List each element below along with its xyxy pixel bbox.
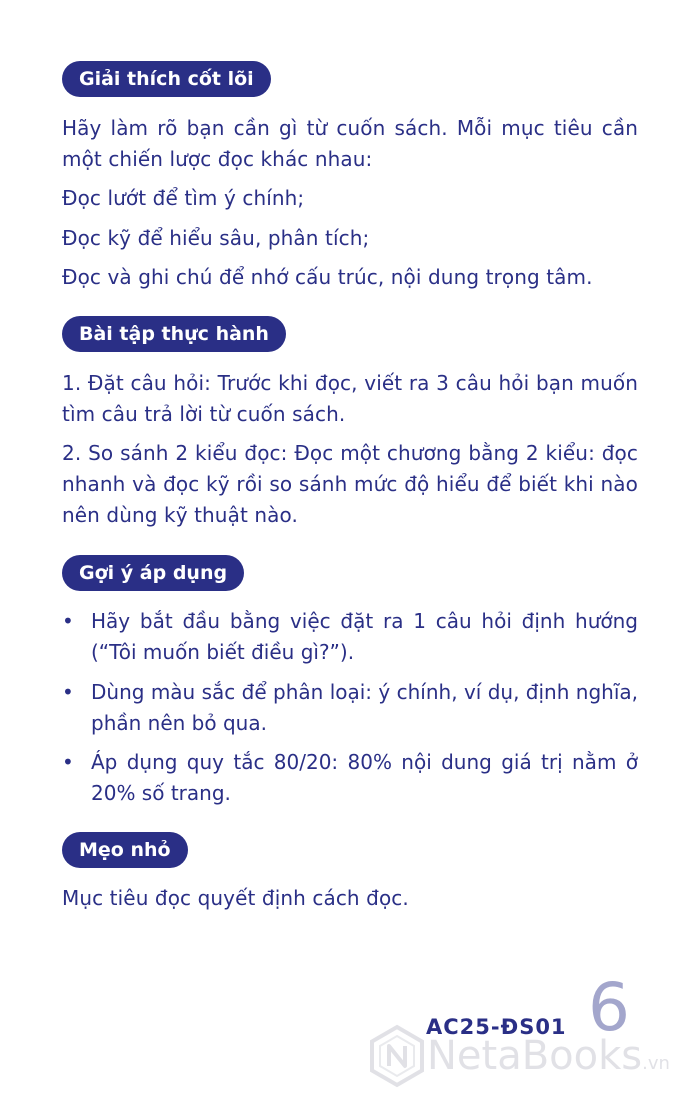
tip-text: Mục tiêu đọc quyết định cách đọc. xyxy=(62,886,409,910)
core-paragraph-deep: Đọc kỹ để hiểu sâu, phân tích; xyxy=(62,226,370,250)
core-paragraph-skim: Đọc lướt để tìm ý chính; xyxy=(62,186,305,210)
core-paragraph-intro: Hãy làm rõ bạn cần gì từ cuốn sách. Mỗi mục tiêu cần một chiến lược đọc khác nhau: xyxy=(62,116,638,171)
apply-bullet-item xyxy=(62,677,638,739)
practice-item-questions: 1. Đặt câu hỏi: Trước khi đọc, viết ra 3 câu hỏi bạn muốn tìm câu trả lời từ cuốn sách. xyxy=(62,371,638,426)
apply-item-text: Dùng màu sắc để phân loại: ý chính, ví dụ, định nghĩa, phần nên bỏ qua. xyxy=(91,680,638,735)
watermark-brand: NetaBooks xyxy=(427,1033,643,1079)
core-paragraph-notes: Đọc và ghi chú để nhớ cấu trúc, nội dung trọng tâm. xyxy=(62,265,593,289)
bullet-icon: • xyxy=(62,680,74,704)
practice-item-compare: 2. So sánh 2 kiểu đọc: Đọc một chương bằng 2 kiểu: đọc nhanh và đọc kỹ rồi so sánh mức độ hiểu để biết khi nào nên dùng kỹ thuật nào. xyxy=(62,441,638,527)
section-header-practice: Bài tập thực hành xyxy=(62,316,286,352)
section-header-tip: Mẹo nhỏ xyxy=(62,832,188,868)
page-number: 6 xyxy=(588,969,630,1046)
bullet-icon: • xyxy=(62,750,74,774)
bullet-icon: • xyxy=(62,609,74,633)
document-code: AC25-ĐS01 xyxy=(426,1015,567,1039)
section-header-apply: Gợi ý áp dụng xyxy=(62,555,244,591)
section-header-core-explanation: Giải thích cốt lõi xyxy=(62,61,271,97)
apply-bullet-item xyxy=(62,606,638,668)
apply-item-text: Áp dụng quy tắc 80/20: 80% nội dung giá trị nằm ở 20% số trang. xyxy=(91,750,638,805)
apply-item-text: Hãy bắt đầu bằng việc đặt ra 1 câu hỏi định hướng (“Tôi muốn biết điều gì?”). xyxy=(91,609,638,664)
watermark-text xyxy=(427,1032,670,1088)
netabooks-logo-icon xyxy=(365,1024,429,1088)
watermark-suffix: .vn xyxy=(642,1053,670,1074)
apply-bullet-item xyxy=(62,747,638,809)
watermark xyxy=(365,1024,695,1088)
